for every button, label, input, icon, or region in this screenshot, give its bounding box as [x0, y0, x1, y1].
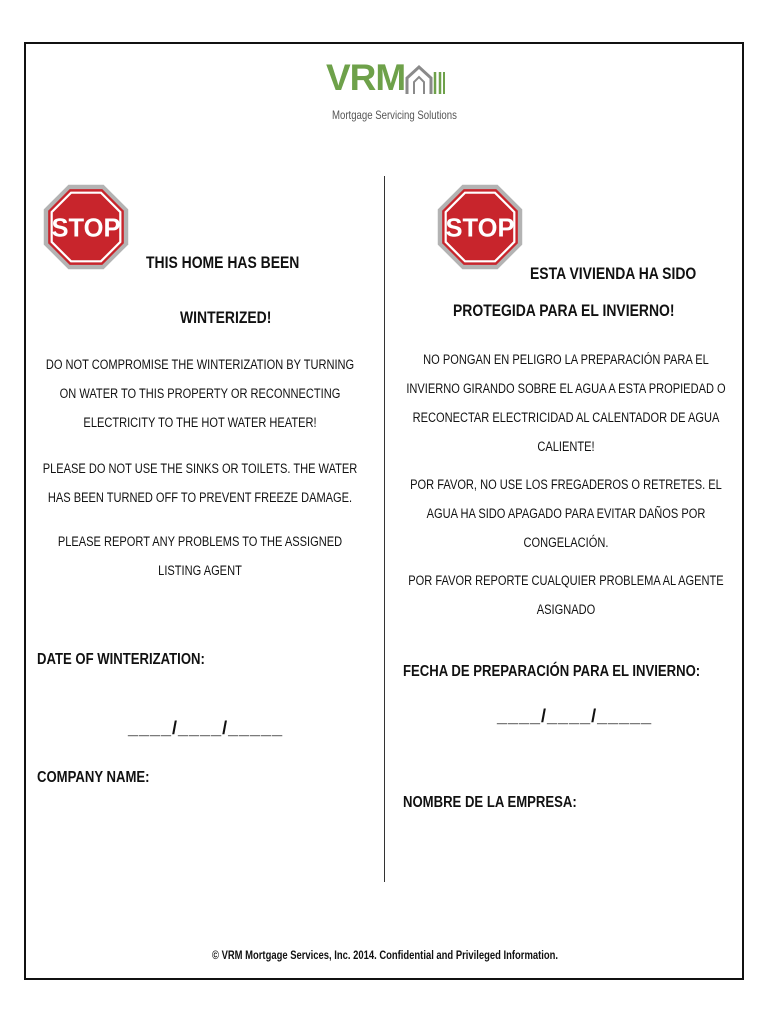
logo-mark: VRM — [326, 57, 406, 98]
column-divider — [384, 176, 385, 882]
english-paragraph-1: DO NOT COMPROMISE THE WINTERIZATION BY TURNING ON WATER TO THIS PROPERTY OR RECONNECTING ELECTRICITY TO THE HOT WATER HEATER! — [45, 357, 355, 430]
spanish-heading-line1: ESTA VIVIENDA HA SIDO — [530, 264, 697, 283]
footer-copyright: © VRM Mortgage Services, Inc. 2014. Confidential and Privileged Information. — [212, 950, 558, 962]
house-icon — [405, 64, 445, 96]
spanish-paragraph-3: POR FAVOR REPORTE CUALQUIER PROBLEMA AL AGENTE ASIGNADO — [408, 573, 724, 617]
english-company-label: COMPANY NAME: — [37, 769, 150, 786]
spanish-date-blank: ____/____/_____ — [497, 706, 653, 726]
spanish-company-label: NOMBRE DE LA EMPRESA: — [403, 794, 577, 811]
stop-sign-icon — [42, 183, 130, 271]
spanish-paragraph-1: NO PONGAN EN PELIGRO LA PREPARACIÓN PARA EL INVIERNO GIRANDO SOBRE EL AGUA A ESTA PROPIEDAD O RECONECTAR ELECTRICIDAD AL CALENTADOR DE AGUA CALIENTE! — [406, 352, 726, 454]
english-date-label: DATE OF WINTERIZATION: — [37, 651, 205, 668]
vrm-logo — [326, 57, 457, 132]
stop-sign-label: STOP — [445, 214, 515, 243]
spanish-heading-line2: PROTEGIDA PARA EL INVIERNO! — [453, 301, 675, 320]
spanish-paragraph-2: POR FAVOR, NO USE LOS FREGADEROS O RETRETES. EL AGUA HA SIDO APAGADO PARA EVITAR DAÑOS POR CONGELACIÓN. — [410, 477, 722, 550]
spanish-date-label: FECHA DE PREPARACIÓN PARA EL INVIERNO: — [403, 663, 701, 680]
english-heading-line1: THIS HOME HAS BEEN — [146, 253, 300, 272]
stop-sign-label: STOP — [51, 214, 121, 243]
logo-tagline: Mortgage Servicing Solutions — [332, 108, 457, 122]
english-date-blank: ____/____/_____ — [128, 718, 284, 738]
stop-sign-icon — [436, 183, 524, 271]
english-paragraph-3: PLEASE REPORT ANY PROBLEMS TO THE ASSIGNED LISTING AGENT — [57, 534, 343, 578]
english-heading-line2: WINTERIZED! — [180, 308, 272, 327]
english-paragraph-2: PLEASE DO NOT USE THE SINKS OR TOILETS. THE WATER HAS BEEN TURNED OFF TO PREVENT FREEZE DAMAGE. — [42, 461, 358, 505]
